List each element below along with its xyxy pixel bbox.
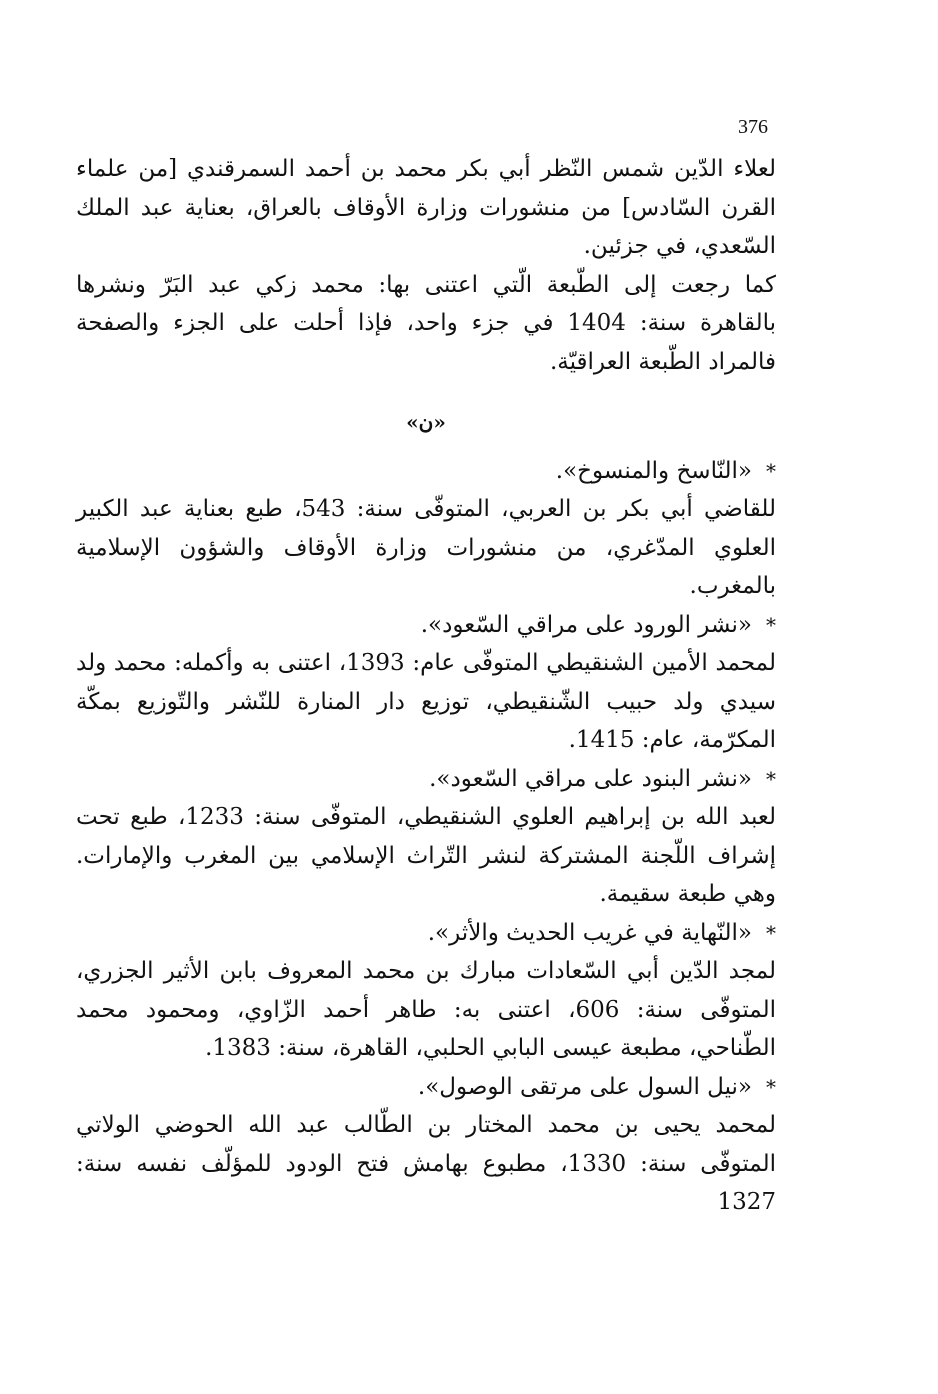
entry-5 bbox=[76, 1068, 776, 1222]
entry-title bbox=[76, 914, 776, 953]
intro-paragraph-2: كما رجعت إلى الطّبعة الّتي اعتنى بها: محمد زكي عبد البَرّ ونشرها بالقاهرة سنة: 1404 في جزء واحد، فإذا أحلت على الجزء والصفحة فالمراد الطّبعة العراقيّة. bbox=[76, 271, 776, 375]
text-column bbox=[76, 150, 776, 1222]
entry-title bbox=[76, 760, 776, 799]
intro-paragraph-1: لعلاء الدّين شمس النّظر أبي بكر محمد بن أحمد السمرقندي [من علماء القرن السّادس] من منشورات وزارة الأوقاف بالعراق، بعناية عبد الملك السّعدي، في جزئين. bbox=[76, 156, 776, 259]
entry-title bbox=[76, 606, 776, 645]
entry-2 bbox=[76, 606, 776, 760]
entry-4 bbox=[76, 914, 776, 1068]
entry-title-text: «نشر البنود على مراقي السّعود». bbox=[429, 765, 752, 792]
entry-body: لعبد الله بن إبراهيم العلوي الشنقيطي، المتوفّى سنة: 1233، طبع تحت إشراف اللّجنة المشتركة لنشر التّراث الإسلامي بين المغرب والإمارات. وهي طبعة سقيمة. bbox=[76, 804, 776, 907]
asterisk-icon: * bbox=[766, 458, 776, 483]
entry-body: لمحمد الأمين الشنقيطي المتوفّى عام: 1393، اعتنى به وأكمله: محمد ولد سيدي ولد حبيب الشّنقيطي، توزيع دار المنارة للنّشر والتّوزيع بمكّة المكرّمة، عام: 1415. bbox=[76, 650, 776, 753]
asterisk-icon: * bbox=[766, 920, 776, 945]
entry-title-text: «النّاسخ والمنسوخ». bbox=[555, 457, 752, 484]
entry-title-text: «نشر الورود على مراقي السّعود». bbox=[420, 611, 752, 638]
entry-title bbox=[76, 1068, 776, 1107]
entry-1 bbox=[76, 452, 776, 606]
entry-body: لمجد الدّين أبي السّعادات مبارك بن محمد المعروف بابن الأثير الجزري، المتوفّى سنة: 606، اعتنى به: طاهر أحمد الزّاوي، ومحمود محمد الطّناحي، مطبعة عيسى البابي الحلبي، القاهرة، سنة: 1383. bbox=[76, 958, 776, 1061]
entry-title bbox=[76, 452, 776, 491]
entry-title-text: «نيل السول على مرتقى الوصول». bbox=[417, 1073, 752, 1100]
entry-3 bbox=[76, 760, 776, 914]
entry-body: لمحمد يحيى بن محمد المختار بن الطّالب عبد الله الحوضي الولاتي المتوفّى سنة: 1330، مطبوع بهامش فتح الودود للمؤلّف نفسه سنة: 1327 bbox=[76, 1112, 776, 1215]
page-number: 376 bbox=[738, 116, 768, 138]
section-letter-heading: «ن» bbox=[406, 410, 446, 434]
entry-title-text: «النّهاية في غريب الحديث والأثر». bbox=[427, 919, 752, 946]
asterisk-icon: * bbox=[766, 1074, 776, 1099]
asterisk-icon: * bbox=[766, 612, 776, 637]
asterisk-icon: * bbox=[766, 766, 776, 791]
entry-body: للقاضي أبي بكر بن العربي، المتوفّى سنة: 543، طبع بعناية عبد الكبير العلوي المدّغري، من منشورات وزارة الأوقاف والشؤون الإسلامية بالمغرب. bbox=[76, 496, 776, 599]
